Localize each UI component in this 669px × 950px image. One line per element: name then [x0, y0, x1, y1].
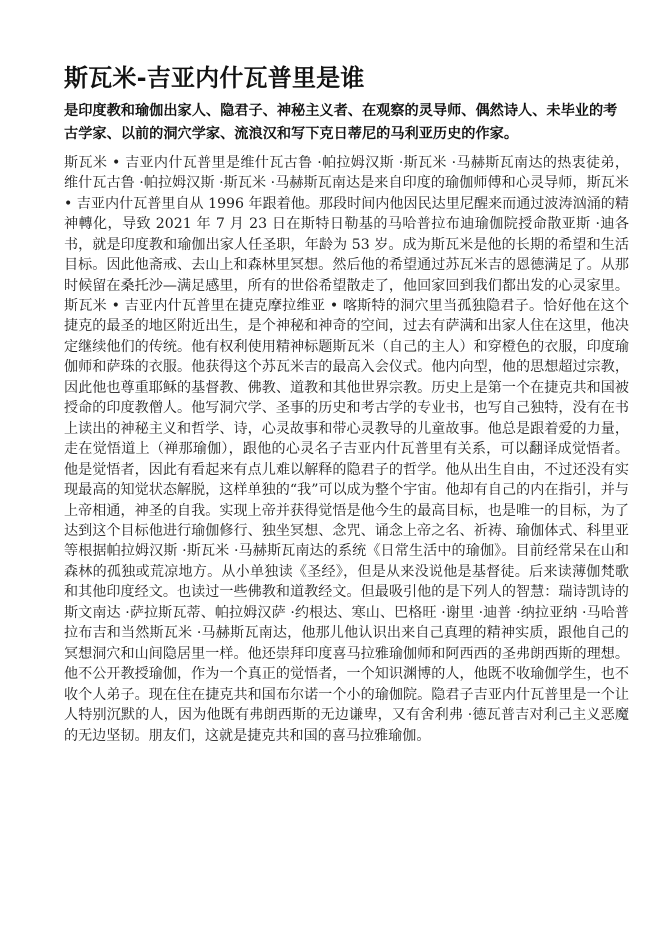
- page-title: 斯瓦米-吉亚内什瓦普里是谁: [64, 64, 365, 92]
- body-paragraph: 斯瓦米 • 吉亚内什瓦普里是维什瓦古鲁 ·帕拉姆汉斯 ·斯瓦米 ·马赫斯瓦南达的热衷徒弟，维什瓦古鲁 ·帕拉姆汉斯 ·斯瓦米 ·马赫斯瓦南达是来自印度的瑜伽师傅和心灵导师，斯瓦米 • 吉亚内什瓦普里自从 1996 年跟着他。那段时间内他因民达里尼醒来而通过波涛汹涌的精神轉化，导致 2021 年 7 月 23 日在斯特日勒基的马哈普拉布迪瑜伽院授命散亚斯 ·迪各书，就是印度教和瑜伽出家人任圣职，年龄为 53 岁。成为斯瓦米是他的长期的希望和生活目标。因此他斋戒、去山上和森林里冥想。然后他的希望通过苏瓦米吉的恩德满足了。从那时候留在桑托沙—满足感里，所有的世俗希望散走了，他回家回到我们都出发的心灵家里。斯瓦米 • 吉亚内什瓦普里在捷克摩拉维亚 • 喀斯特的洞穴里当孤独隐君子。恰好他在这个捷克的最圣的地区附近出生，是个神秘和神奇的空间，过去有萨满和出家人住在这里，他决定继续他们的传统。他有权利使用精神标题斯瓦米（自己的主人）和穿橙色的衣服，印度瑜伽师和萨珠的衣服。他获得这个苏瓦米吉的最高入会仪式。他内向型，他的思想超过宗教，因此他也尊重耶稣的基督教、佛教、道教和其他世界宗教。历史上是第一个在捷克共和国被授命的印度教僧人。他写洞穴学、圣事的历史和考古学的专业书，也写自己独特，没有在书上读出的神秘主义和哲学、诗，心灵故事和带心灵教导的儿童故事。他总是跟着爱的力量，走在觉悟道上（禅那瑜伽），跟他的心灵名子吉亚内什瓦普里有关系，可以翻译成觉悟者。他是觉悟者，因此有看起来有点儿难以解释的隐君子的哲学。他从出生自由，不过还没有实现最高的知觉状态解脱，这样单独的“我”可以成为整个宇宙。他却有自己的内在指引，并与上帝相通，神圣的自我。实现上帝并获得觉悟是他今生的最高目标，也是唯一的目标，为了达到这个目标他进行瑜伽修行、独坐冥想、念咒、诵念上帝之名、祈祷、瑜伽体式、科里亚等根据帕拉姆汉斯 ·斯瓦米 ·马赫斯瓦南达的系统《日常生活中的瑜伽》。目前经常呆在山和森林的孤独或荒凉地方。从小单独读《圣经》，但是从来没说他是基督徒。后来读薄伽梵歌和其他印度经文。也读过一些佛教和道教经文。但最吸引他的是下列人的智慧：瑞诗凯诗的斯文南达 ·萨拉斯瓦蒂、帕拉姆汉萨 ·约根达、寒山、巴格旺 ·谢里 ·迪普 ·纳拉亚纳 ·马哈普拉布吉和当然斯瓦米 ·马赫斯瓦南达，他那儿他认识出来自己真理的精神实质，跟他自己的冥想洞穴和山间隐居里一样。他还崇拜印度喜马拉雅瑜伽师和阿西西的圣弗朗西斯的理想。他不公开教授瑜伽，作为一个真正的觉悟者，一个知识渊博的人，他既不收瑜伽学生，也不收个人弟子。现在住在捷克共和国布尔诺一个小的瑜伽院。隐君子吉亚内什瓦普里是一个让人特别沉默的人，因为他既有弗朗西斯的无边谦卑，又有舍利弗 ·德瓦普吉对利己主义恶魔的无边坚韧。朋友们，这就是捷克共和国的喜马拉雅瑜伽。: [64, 154, 629, 744]
- page-subtitle: 是印度教和瑜伽出家人、隐君子、神秘主义者、在观察的灵导师、偶然诗人、未毕业的考古学家、以前的洞穴学家、流浪汉和写下克日蒂尼的马利亚历史的作家。: [64, 103, 618, 143]
